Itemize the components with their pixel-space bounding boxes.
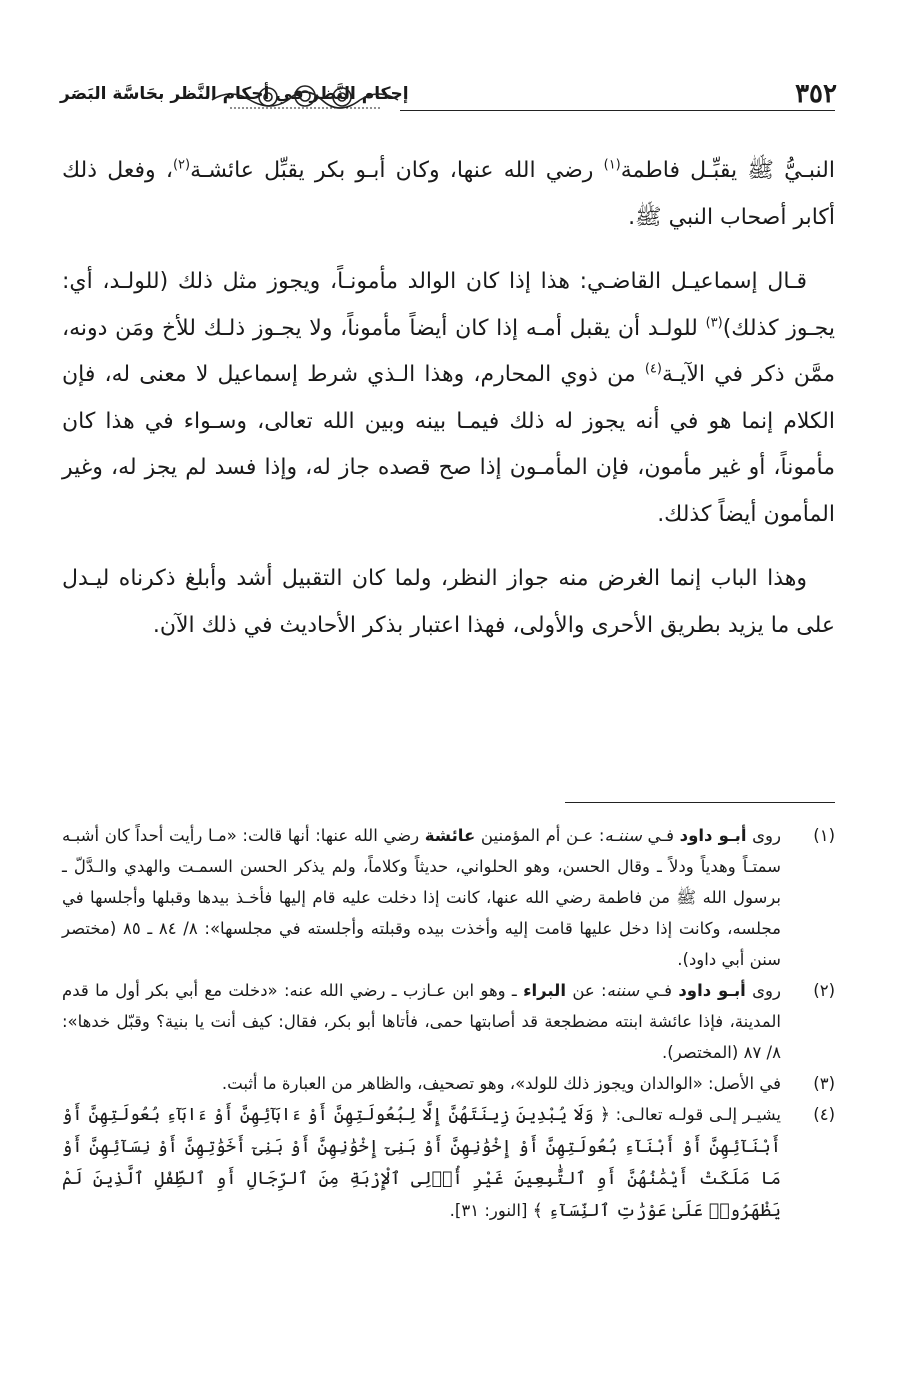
footnote-number: (٣) xyxy=(813,1074,835,1093)
footnote-number: (٤) xyxy=(813,1105,835,1124)
paragraph-2: قـال إسماعيـل القاضـي: هذا إذا كان الوالد مأمونـاً، ويجوز مثل ذلك (للولـد، أي: يجـوز كذلك)$^{(٣)}$ للولـد أن يقبل أمـه إذا كان أيضاً مأموناً، ولا يجـوز ذلـك للأخ ومَن دونه، ممَّن ذكر في الآيـة$^{(٤)}$ من ذوي المحارم، وهذا الـذي شرط إسماعيل لا معنى له، فإن الكلام إنما هو في أنه يجوز له ذلك فيمـا بينه وبين الله تعالى، وسـواء في هذا كان مأموناً، أو غير مأمون، فإن المأمـون إذا صح قصده جاز له، وإذا فسد لم يجز له، وغير المأمون أيضاً كذلك. xyxy=(62,269,835,527)
footnote-4: (٤) يشيـر إلـى قولـه تعالـى: ﴿ وَلَا يُبْدِينَ زِينَتَهُنَّ إِلَّا لِبُعُولَتِهِنَّ أَوْ ءَابَآئِهِنَّ أَوْ ءَابَآءِ بُعُولَتِهِنَّ أَوْ أَبْنَآئِهِنَّ أَوْ أَبْنَآءِ بُعُولَتِهِنَّ أَوْ إِخْوَٰنِهِنَّ أَوْ بَنِىٓ إِخْوَٰنِهِنَّ أَوْ بَنِىٓ أَخَوَٰتِهِنَّ أَوْ نِسَآئِهِنَّ أَوْ مَا مَلَكَتْ أَيْمَٰنُهُنَّ أَوِ ٱلتَّٰبِعِينَ غَيْرِ أُو۟لِى ٱلْإِرْبَةِ مِنَ ٱلرِّجَالِ أَوِ ٱلطِّفْلِ ٱلَّذِينَ لَمْ يَظْهَرُوا۟ عَلَىٰ عَوْرَٰتِ ٱلنِّسَآءِ ﴾ [النور: ٣١]. xyxy=(62,1099,835,1227)
footnote-2: (٢) روى أبـو داود فـي سننه: عن البراء ـ وهو ابن عـازب ـ رضي الله عنه: «دخلت مع أبي بكر أول ما قدم المدينة، فإذا عائشة ابنته مضطجعة قد أصابتها حمى، فأتاها أبو بكر، فقال: كيف أنت يا بنية؟ وقبّل خدها»: ٨/ ٨٧ (المختصر). xyxy=(62,975,835,1068)
running-title: إحكام النَّظر في أحكام النَّظر بحَاسَّة البَصَر xyxy=(60,84,409,104)
footnote-ref-4: (٤) xyxy=(644,361,662,377)
header-rule xyxy=(400,110,835,111)
paragraph-3: وهذا الباب إنما الغرض منه جواز النظر، ولما كان التقبيل أشد وأبلغ ذكرناه ليـدل على ما يزيد بطريق الأحرى والأولى، فهذا اعتبار بذكر الأحاديث في ذلك الآن. xyxy=(62,566,835,638)
footnote-ref-3: (٣) xyxy=(705,315,723,331)
page-number: ٣٥٢ xyxy=(795,79,837,109)
footnote-3: (٣) في الأصل: «الوالدان ويجوز ذلك للولد»، وهو تصحيف، والظاهر من العبارة ما أثبت. xyxy=(62,1068,835,1099)
main-text xyxy=(62,148,835,667)
decorative-ornament-icon xyxy=(210,82,400,112)
paragraph-1: النبـيُّ ﷺ يقبِّـل فاطمة$^{(١)}$ رضي الله عنها، وكان أبـو بكر يقبِّل عائشـة$^{(٢)}$، وفعل ذلك أكابر أصحاب النبي ﷺ. xyxy=(62,157,836,230)
quran-verse: ﴿ وَلَا يُبْدِينَ زِينَتَهُنَّ إِلَّا لِبُعُولَتِهِنَّ أَوْ ءَابَآئِهِنَّ أَوْ ءَابَآءِ بُعُولَتِهِنَّ أَوْ أَبْنَآئِهِنَّ أَوْ أَبْنَآءِ بُعُولَتِهِنَّ أَوْ إِخْوَٰنِهِنَّ أَوْ بَنِىٓ إِخْوَٰنِهِنَّ أَوْ بَنِىٓ أَخَوَٰتِهِنَّ أَوْ نِسَآئِهِنَّ أَوْ مَا مَلَكَتْ أَيْمَٰنُهُنَّ أَوِ ٱلتَّٰبِعِينَ غَيْرِ أُو۟لِى ٱلْإِرْبَةِ مِنَ ٱلرِّجَالِ أَوِ ٱلطِّفْلِ ٱلَّذِينَ لَمْ يَظْهَرُوا۟ عَلَىٰ عَوْرَٰتِ ٱلنِّسَآءِ ﴾ xyxy=(62,1105,781,1221)
footnote-ref-1: (١) xyxy=(603,157,621,173)
footnotes xyxy=(62,820,835,1227)
footnote-number: (٢) xyxy=(813,981,835,1000)
footnote-number: (١) xyxy=(813,826,835,845)
footnote-separator xyxy=(565,802,835,803)
footnote-1: (١) روى أبـو داود فـي سننـه: عـن أم المؤمنين عائشة رضي الله عنها: أنها قالت: «مـا رأيت أحداً كان أشبـه سمتـاً وهدياً ودلاً ـ وقال الحسن، وهو الحلواني، حديثاً وكلاماً، ولم يذكر الحسن السمـت والهدي والـدَّلّ ـ برسول الله ﷺ من فاطمة رضي الله عنها، كانت إذا دخلت عليه قام إليها فأخـذ بيدها وقبلها وأجلسها في مجلسه، وكانت إذا دخل عليها قامت إليه وأخذت بيده وقبلته وأجلسته في مجلسها»: ٨/ ٨٤ ـ ٨٥ (مختصر سنن أبي داود). xyxy=(62,820,835,975)
footnote-ref-2: (٢) xyxy=(172,157,191,173)
